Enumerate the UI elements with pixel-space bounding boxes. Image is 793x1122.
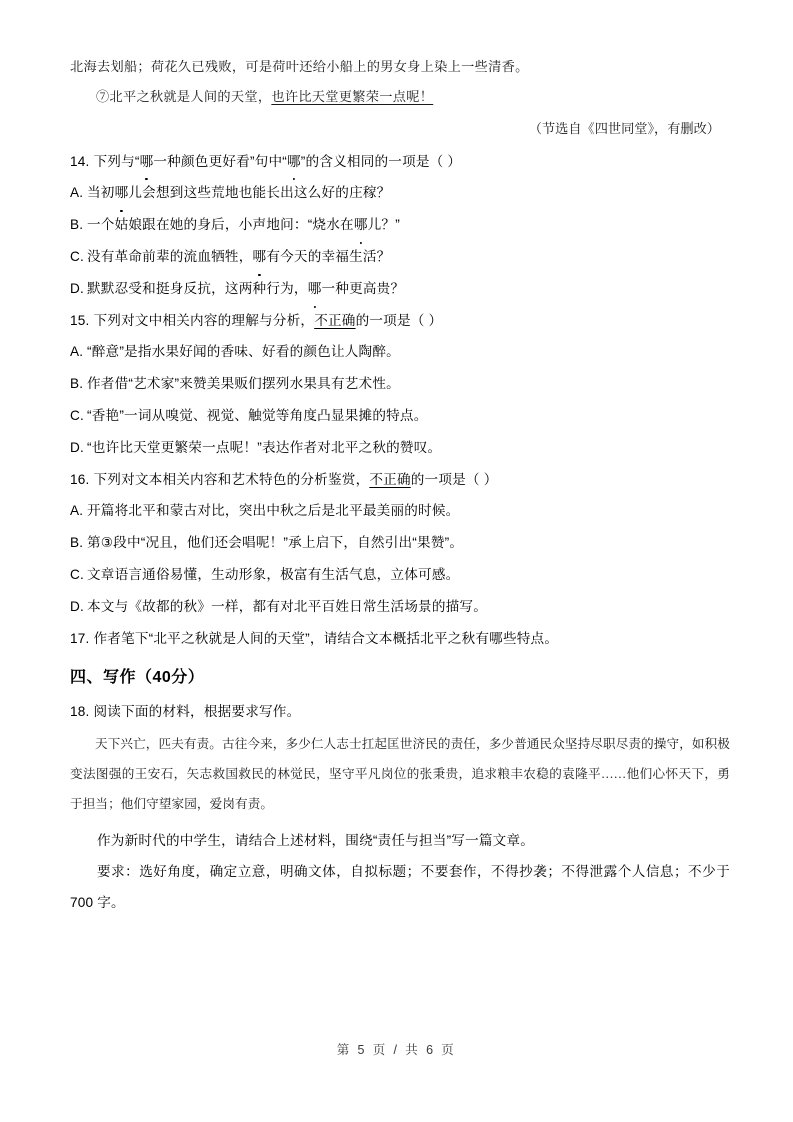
question-14-stem [70, 146, 730, 177]
q15-stem-part-a: 下列对文中相关内容的理解与分析， [93, 313, 315, 328]
question-16-stem [70, 464, 730, 495]
question-18-stem [70, 696, 730, 727]
option-label: A. [70, 185, 84, 200]
option-text: “醉意”是指水果好闻的香味、好看的颜色让人陶醉。 [87, 344, 400, 359]
option-label: D. [70, 599, 84, 614]
q16-stem-part-c: 的一项是（ ） [410, 472, 498, 487]
writing-section-heading: 四、写作（40分） [70, 669, 205, 686]
passage-line-1: 北海去划船；荷花久已残败，可是荷叶还给小船上的男女身上染上一些清香。 [70, 59, 529, 74]
option-text: 第③段中“况且，他们还会唱呢！”承上启下，自然引出“果赞”。 [87, 535, 464, 550]
option-text-post: 儿？” [367, 217, 400, 232]
q14-emphasis-char-1: 哪 [140, 146, 154, 177]
passage-line-2 [70, 82, 730, 112]
question-15-stem [70, 305, 730, 336]
option-text: 开篇将北平和蒙古对比，突出中秋之后是北平最美丽的时候。 [87, 503, 460, 518]
question-14-number: 14. [70, 154, 90, 169]
emph-text: 不正确 [314, 313, 356, 328]
question-15-option-a[interactable] [70, 336, 730, 368]
q14-emphasis-char-2: 哪 [287, 146, 301, 177]
option-label: A. [70, 503, 84, 518]
option-emphasis-char: 哪 [115, 177, 129, 209]
option-label: C. [70, 567, 84, 582]
question-15-option-d[interactable] [70, 432, 730, 464]
option-label: B. [70, 376, 84, 391]
question-14-option-b[interactable] [70, 209, 730, 241]
option-text: “也许比天堂更繁荣一点呢！”表达作者对北平之秋的赞叹。 [87, 440, 442, 455]
option-label: D. [70, 440, 84, 455]
question-16-number: 16. [70, 472, 90, 487]
question-14-option-a[interactable] [70, 177, 730, 209]
q15-emphasis-phrase [314, 313, 355, 328]
question-17-stem [70, 623, 730, 654]
option-text-post: 儿会想到这些荒地也能长出这么好的庄稼？ [128, 185, 391, 200]
page-footer: 第 5 页 / 共 6 页 [336, 1043, 457, 1057]
passage-line-2-underlined: 也许比天堂更繁荣一点呢！ [271, 89, 434, 104]
page-content [70, 52, 730, 918]
question-15-option-b[interactable] [70, 368, 730, 400]
passage-line-2-prefix: ⑦北平之秋就是人间的天堂， [96, 89, 272, 104]
option-label: D. [70, 281, 84, 296]
option-text-pre: 默默忍受和挺身反抗，这两种行为， [87, 281, 308, 296]
option-text: 作者借“艺术家”来赞美果贩们摆列水果具有艺术性。 [87, 376, 400, 391]
question-18-number: 18. [70, 704, 90, 719]
question-15-number: 15. [70, 313, 90, 328]
option-emphasis-char: 哪 [253, 241, 267, 273]
option-text-post: 有今天的幸福生活？ [266, 249, 391, 264]
question-16-option-b[interactable] [70, 527, 730, 559]
emph-text: 不正确 [369, 472, 411, 487]
option-label: B. [70, 535, 84, 550]
option-label: B. [70, 217, 84, 232]
q17-stem-text: 作者笔下“北平之秋就是人间的天堂”，请结合文本概括北平之秋有哪些特点。 [93, 631, 559, 646]
q16-emphasis-phrase [369, 472, 410, 487]
option-label: C. [70, 408, 84, 423]
writing-material: 天下兴亡，匹夫有责。古往今来，多少仁人志士扛起匡世济民的责任，多少普通民众坚持尽职尽责的操守，如积极变法图强的王安石，矢志救国救民的林觉民，坚守平凡岗位的张秉贵，追求粮丰农稳的袁隆平……他们心怀天下，勇于担当；他们守望家园，爱岗有责。 [70, 737, 730, 811]
option-text-pre: 一个姑娘跟在她的身后，小声地问：“烧水在 [87, 217, 354, 232]
q14-stem-part-b: 一种颜色更好看”句中“ [153, 154, 287, 169]
question-14-option-d[interactable] [70, 273, 730, 305]
q18-prompt: 阅读下面的材料，根据要求写作。 [93, 704, 301, 719]
q14-stem-part-c: ”的含义相同的一项是（ ） [300, 154, 462, 169]
option-label: C. [70, 249, 84, 264]
question-16-option-c[interactable] [70, 559, 730, 591]
writing-requirement: 要求：选好角度，确定立意，明确文体，自拟标题；不要套作，不得抄袭；不得泄露个人信息；不少于 700 字。 [70, 864, 730, 910]
option-text-post: 一种更高贵？ [321, 281, 405, 296]
question-16-option-a[interactable] [70, 495, 730, 527]
option-label: A. [70, 344, 84, 359]
question-14-option-c[interactable] [70, 241, 730, 273]
writing-task: 作为新时代的中学生，请结合上述材料，围绕“责任与担当”写一篇文章。 [97, 833, 535, 848]
question-15-option-c[interactable] [70, 400, 730, 432]
q15-stem-part-c: 的一项是（ ） [355, 313, 443, 328]
option-text-pre: 没有革命前辈的流血牺牲， [87, 249, 253, 264]
option-text-pre: 当初 [87, 185, 115, 200]
q16-stem-part-a: 下列对文本相关内容和艺术特色的分析鉴赏， [93, 472, 370, 487]
option-text: “香艳”一词从嗅觉、视觉、触觉等角度凸显果摊的特点。 [87, 408, 428, 423]
q14-stem-part-a: 下列与“ [93, 154, 140, 169]
option-emphasis-char: 哪 [308, 273, 322, 305]
passage-source: （节选自《四世同堂》，有删改） [528, 121, 720, 136]
option-emphasis-char: 哪 [354, 209, 368, 241]
option-text: 本文与《故都的秋》一样，都有对北平百姓日常生活场景的描写。 [87, 599, 488, 614]
question-17-number: 17. [70, 631, 90, 646]
question-16-option-d[interactable] [70, 591, 730, 623]
option-text: 文章语言通俗易懂，生动形象，极富有生活气息，立体可感。 [87, 567, 460, 582]
